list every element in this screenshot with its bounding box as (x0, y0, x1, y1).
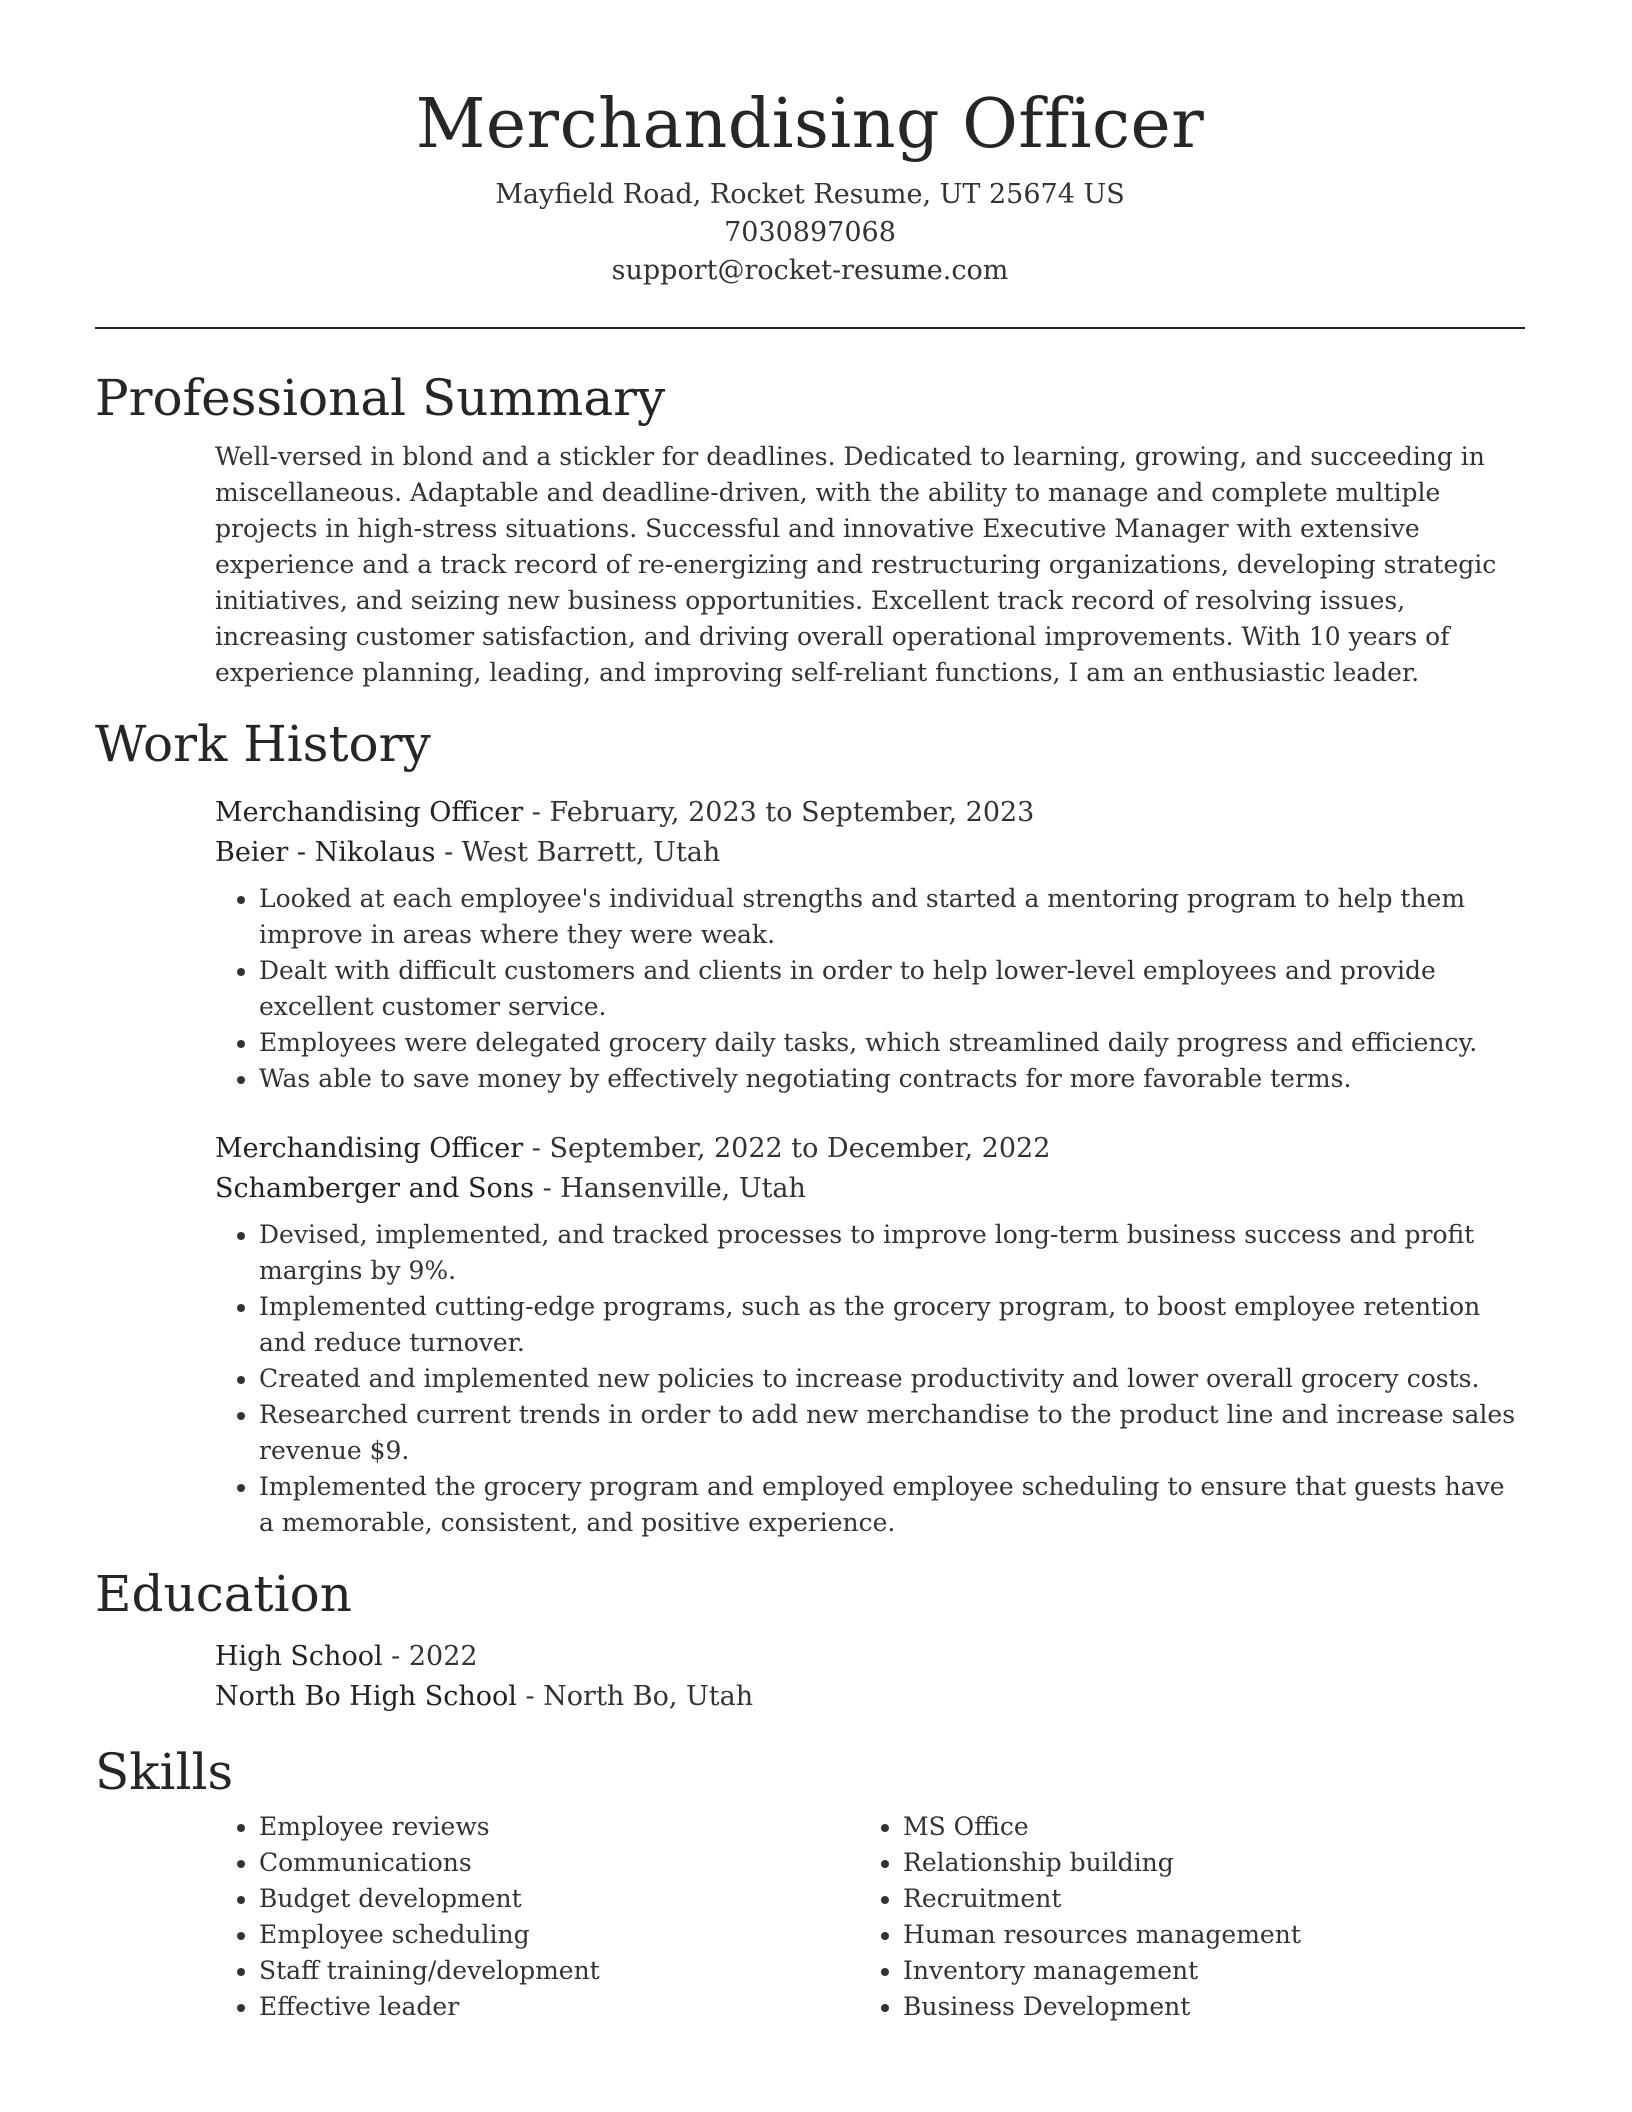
job-title-line (215, 1129, 1525, 1169)
job-bullet: • Implemented the grocery program and employed employee scheduling to ensure that guests have a memorable, consistent, and positive experience. (259, 1469, 1525, 1541)
work-history-section (95, 713, 1525, 1541)
skill-item: • Relationship building (903, 1845, 1503, 1881)
skill-item: • Employee reviews (259, 1809, 859, 1845)
job-dates: - September, 2022 to December, 2022 (523, 1133, 1051, 1164)
skill-item: • Business Development (903, 1989, 1503, 2025)
skills-title: Skills (95, 1743, 234, 1801)
education-school: North Bo High School (215, 1681, 517, 1712)
skills-section (95, 1741, 1525, 2025)
skill-item: • Inventory management (903, 1953, 1503, 1989)
contact-phone: 7030897068 (724, 217, 896, 248)
education-entry (215, 1637, 1525, 1717)
summary-title: Professional Summary (95, 369, 666, 427)
contact-address: Mayfield Road, Rocket Resume, UT 25674 US (495, 179, 1125, 210)
education-degree: High School (215, 1641, 383, 1672)
job-entry (215, 1129, 1525, 1541)
job-bullets (215, 1217, 1525, 1541)
job-bullet: • Dealt with difficult customers and clients in order to help lower-level employees and provide excellent customer service. (259, 953, 1525, 1025)
skill-item: • Human resources management (903, 1917, 1503, 1953)
skill-item: • MS Office (903, 1809, 1503, 1845)
skills-list (215, 1809, 1525, 2025)
job-bullets (215, 881, 1525, 1097)
skill-item: • Budget development (259, 1881, 859, 1917)
header-divider (95, 327, 1525, 329)
resume-page (95, 0, 1525, 2025)
job-bullet: • Employees were delegated grocery daily tasks, which streamlined daily progress and efficiency. (259, 1025, 1525, 1061)
job-location: - Hansenville, Utah (533, 1173, 806, 1204)
job-bullet: • Looked at each employee's individual strengths and started a mentoring program to help them improve in areas where they were weak. (259, 881, 1525, 953)
skill-item: • Effective leader (259, 1989, 859, 2025)
summary-text: Well-versed in blond and a stickler for deadlines. Dedicated to learning, growing, and succeeding in miscellaneous. Adaptable and deadline-driven, with the ability to manage and complete multiple projects in high-stress situations. Successful and innovative Executive Manager with extensive experience and a track record of re-energizing and restructuring organizations, developing strategic initiatives, and seizing new business opportunities. Excellent track record of resolving issues, increasing customer satisfaction, and driving overall operational improvements. With 10 years of experience planning, leading, and improving self-reliant functions, I am an enthusiastic leader. (215, 442, 1497, 687)
job-bullet: • Was able to save money by effectively negotiating contracts for more favorable terms. (259, 1061, 1525, 1097)
contact-email: support@rocket-resume.com (611, 255, 1009, 286)
skills-column-right (859, 1809, 1503, 2025)
skill-item: • Staff training/development (259, 1953, 859, 1989)
job-dates: - February, 2023 to September, 2023 (523, 797, 1035, 828)
education-title: Education (95, 1565, 352, 1623)
skill-item: • Communications (259, 1845, 859, 1881)
job-bullet: • Implemented cutting-edge programs, such as the grocery program, to boost employee retention and reduce turnover. (259, 1289, 1525, 1361)
candidate-name: Merchandising Officer (415, 85, 1205, 164)
job-company: Beier - Nikolaus (215, 837, 436, 868)
education-location: - North Bo, Utah (516, 1681, 754, 1712)
contact-block (95, 176, 1525, 290)
education-section (95, 1563, 1525, 1717)
education-degree-line (215, 1637, 1525, 1677)
job-entry (215, 793, 1525, 1097)
skills-column-left (215, 1809, 859, 2025)
work-history-title: Work History (95, 715, 431, 773)
job-company: Schamberger and Sons (215, 1173, 534, 1204)
education-school-line (215, 1677, 1525, 1717)
summary-section (95, 367, 1525, 691)
job-title-line (215, 793, 1525, 833)
job-company-line (215, 833, 1525, 873)
job-company-line (215, 1169, 1525, 1209)
resume-header (95, 80, 1525, 329)
job-role: Merchandising Officer (215, 1133, 524, 1164)
education-year: - 2022 (382, 1641, 478, 1672)
job-bullet: • Created and implemented new policies to increase productivity and lower overall grocery costs. (259, 1361, 1525, 1397)
job-bullet: • Researched current trends in order to add new merchandise to the product line and increase sales revenue $9. (259, 1397, 1525, 1469)
skill-item: • Recruitment (903, 1881, 1503, 1917)
job-bullet: • Devised, implemented, and tracked processes to improve long-term business success and profit margins by 9%. (259, 1217, 1525, 1289)
skill-item: • Employee scheduling (259, 1917, 859, 1953)
job-role: Merchandising Officer (215, 797, 524, 828)
job-location: - West Barrett, Utah (435, 837, 721, 868)
